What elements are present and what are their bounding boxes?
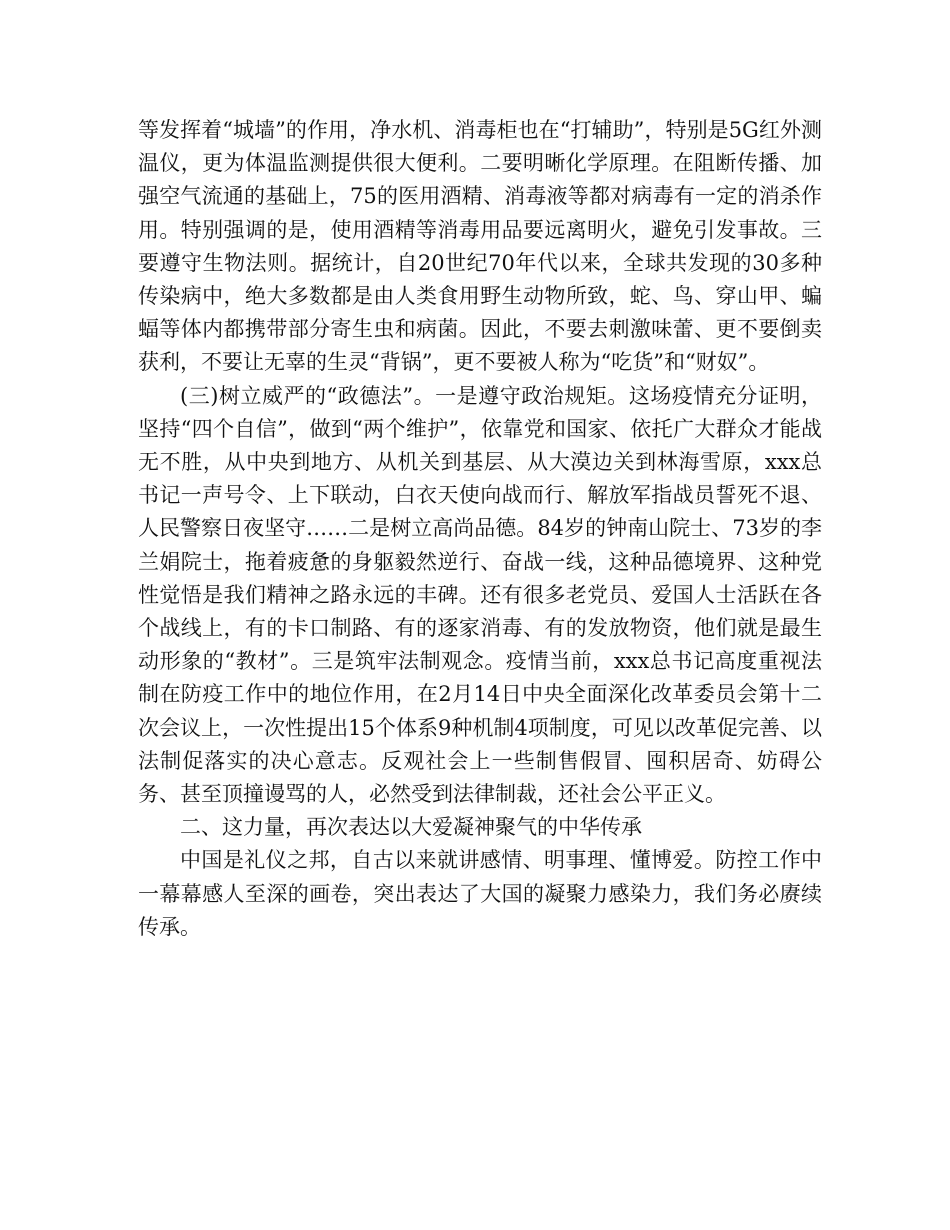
section-heading-two: 二、这力量，再次表达以大爱凝神聚气的中华传承 [180, 815, 642, 840]
paragraph-continuation: 等发挥着“城墙”的作用，净水机、消毒柜也在“打辅助”，特别是5G红外测温仪，更为体温监测提供很大便利。二要明晰化学原理。在阻断传播、加强空气流通的基础上，75的医用酒精、消毒液等都对病毒有一定的消杀作用。特别强调的是，使用酒精等消毒用品要远离明火，避免引发事故。三要遵守生物法则。据统计，自20世纪70年代以来，全球共发现的30多种传染病中，绝大多数都是由人类食用野生动物所致，蛇、鸟、穿山甲、蝙蝠等体内都携带部分寄生虫和病菌。因此，不要去刺激味蕾、更不要倒卖获利，不要让无辜的生灵“背锅”，更不要被人称为“吃货”和“财奴”。 [138, 118, 822, 375]
paragraph-section-two-intro: 中国是礼仪之邦，自古以来就讲感情、明事理、懂博爱。防控工作中一幕幕感人至深的画卷，突出表达了大国的凝聚力感染力，我们务必赓续传承。 [138, 848, 822, 939]
document-body [138, 114, 822, 944]
paragraph-section-three: (三)树立威严的“政德法”。一是遵守政治规矩。这场疫情充分证明，坚持“四个自信”，做到“两个维护”，依靠党和国家、依托广大群众才能战无不胜，从中央到地方、从机关到基层、从大漠边关到林海雪原，xxx总书记一声号令、上下联动，白衣天使向战而行、解放军指战员誓死不退、人民警察日夜坚守……二是树立高尚品德。84岁的钟南山院士、73岁的李兰娟院士，拖着疲惫的身躯毅然逆行、奋战一线，这种品德境界、这种党性觉悟是我们精神之路永远的丰碑。还有很多老党员、爱国人士活跃在各个战线上，有的卡口制路、有的逐家消毒、有的发放物资，他们就是最生动形象的“教材”。三是筑牢法制观念。疫情当前，xxx总书记高度重视法制在防疫工作中的地位作用，在2月14日中央全面深化改革委员会第十二次会议上，一次性提出15个体系9种机制4项制度，可见以改革促完善、以法制促落实的决心意志。反观社会上一些制售假冒、囤积居奇、妨碍公务、甚至顶撞谩骂的人，必然受到法律制裁，还社会公平正义。 [138, 383, 822, 807]
